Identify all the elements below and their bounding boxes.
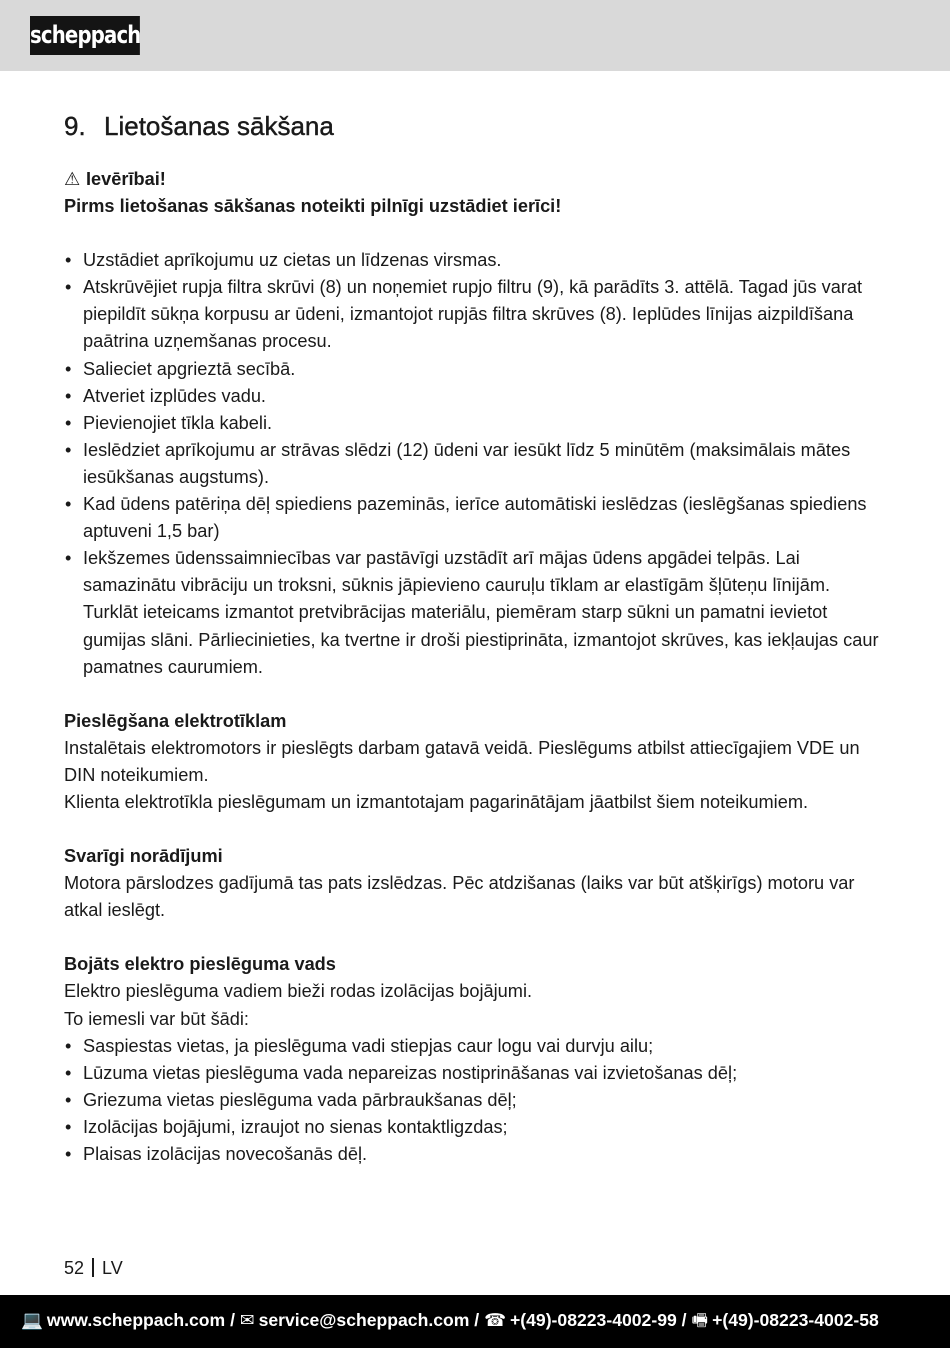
list-item: • Griezuma vietas pieslēguma vada pārbraukšanas dēļ; xyxy=(64,1087,888,1114)
important-text: Motora pārslodzes gadījumā tas pats izslēdzas. Pēc atdzišanas (laiks var būt atšķirīgs) motoru var atkal ieslēgt. xyxy=(64,873,855,921)
warning-text: Pirms lietošanas sākšanas noteikti pilnīgi uzstādiet ierīci! xyxy=(64,196,562,217)
connection-paragraph: Klienta elektrotīkla pieslēgumam un izmantotajam pagarinātājam jāatbilst šiem noteikumiem. xyxy=(64,791,809,812)
envelope-icon: ✉ xyxy=(239,1310,255,1330)
warning-block xyxy=(64,166,888,220)
list-item: • Uzstādiet aprīkojumu uz cietas un līdzenas virsmas. xyxy=(64,247,888,274)
list-item: • Atskrūvējiet rupja filtra skrūvi (8) un noņemiet rupjo filtru (9), kā parādīts 3. attēlā. Tagad jūs varat piepildīt sūkņa korpusu ar ūdeni, izmantojot rupjās filtra skrūves (8). Ieplūdes līnijas aizpildīšana paātrina uzņemšanas procesu. xyxy=(64,274,888,355)
list-item: • Kad ūdens patēriņa dēļ spiediens pazeminās, ierīce automātiski ieslēdzas (ieslēgšanas spiediens aptuveni 1,5 bar) xyxy=(64,491,888,545)
page-language: LV xyxy=(102,1258,123,1278)
damaged-cable-text: Elektro pieslēguma vadiem bieži rodas izolācijas bojājumi. xyxy=(64,981,533,1002)
list-item: • Atveriet izplūdes vadu. xyxy=(64,383,888,410)
list-item: • Ieslēdziet aprīkojumu ar strāvas slēdzi (12) ūdeni var iesūkt līdz 5 minūtēm (maksimālais mātes iesūkšanas augstums). xyxy=(64,437,888,491)
header-bar xyxy=(0,0,950,71)
damaged-cable-heading: Bojāts elektro pieslēguma vads xyxy=(64,954,336,975)
list-item: • Salieciet apgrieztā secībā. xyxy=(64,356,888,383)
footer-phone: +(49)-08223-4002-99 / xyxy=(510,1310,687,1330)
footer-email[interactable]: service@scheppach.com / xyxy=(258,1310,480,1330)
connection-heading: Pieslēgšana elektrotīklam xyxy=(64,710,287,731)
fax-icon: 🖷 xyxy=(691,1310,709,1330)
section-title xyxy=(64,108,888,144)
footer-website[interactable]: www.scheppach.com / xyxy=(46,1310,235,1330)
important-section xyxy=(64,843,888,924)
damaged-cable-text: To iemesli var būt šādi: xyxy=(64,1008,249,1029)
page-content xyxy=(64,108,888,1168)
section-number: 9. xyxy=(64,111,86,141)
warning-triangle-icon: ⚠ xyxy=(64,169,81,189)
warning-label: Ievērībai! xyxy=(86,169,166,189)
causes-list xyxy=(64,1033,888,1168)
section-title-text: Lietošanas sākšana xyxy=(104,111,334,141)
page-number: 52 xyxy=(64,1258,85,1278)
scheppach-logo: scheppach xyxy=(30,16,140,55)
footer-fax: +(49)-08223-4002-58 xyxy=(712,1310,879,1330)
important-heading: Svarīgi norādījumi xyxy=(64,846,223,867)
list-item: • Saspiestas vietas, ja pieslēguma vadi stiepjas caur logu vai durvju ailu; xyxy=(64,1033,888,1060)
list-item: • Izolācijas bojājumi, izraujot no sienas kontaktligzdas; xyxy=(64,1114,888,1141)
list-item: • Plaisas izolācijas novecošanās dēļ. xyxy=(64,1141,888,1168)
list-item: • Lūzuma vietas pieslēguma vada nepareizas nostiprināšanas vai izvietošanas dēļ; xyxy=(64,1060,888,1087)
list-item: • Pievienojiet tīkla kabeli. xyxy=(64,410,888,437)
connection-section xyxy=(64,708,888,816)
connection-paragraph: Instalētais elektromotors ir pieslēgts darbam gatavā veidā. Pieslēgums atbilst attiecīgajiem VDE un DIN noteikumiem. xyxy=(64,737,860,785)
list-item: • Iekšzemes ūdenssaimniecības var pastāvīgi uzstādīt arī mājas ūdens apgādei telpās. Lai samazinātu vibrāciju un troksni, sūknis jāpievieno cauruļu tīklam ar elastīgām šļūteņu līnijām. Turklāt ieteicams izmantot pretvibrācijas materiālu, piemēram starp sūkni un pamatni ievietot gumijas slāni. Pārliecinieties, ka tvertne ir droši piestiprināta, izmantojot skrūves, kas iekļaujas caur pamatnes caurumiem. xyxy=(64,545,888,680)
telephone-icon: ☎ xyxy=(484,1310,506,1330)
setup-steps-list xyxy=(64,247,888,681)
computer-icon: 💻 xyxy=(21,1310,43,1330)
damaged-cable-section xyxy=(64,951,888,1168)
page-number-block xyxy=(64,1255,123,1282)
divider xyxy=(92,1258,94,1277)
footer-bar xyxy=(0,1295,950,1348)
